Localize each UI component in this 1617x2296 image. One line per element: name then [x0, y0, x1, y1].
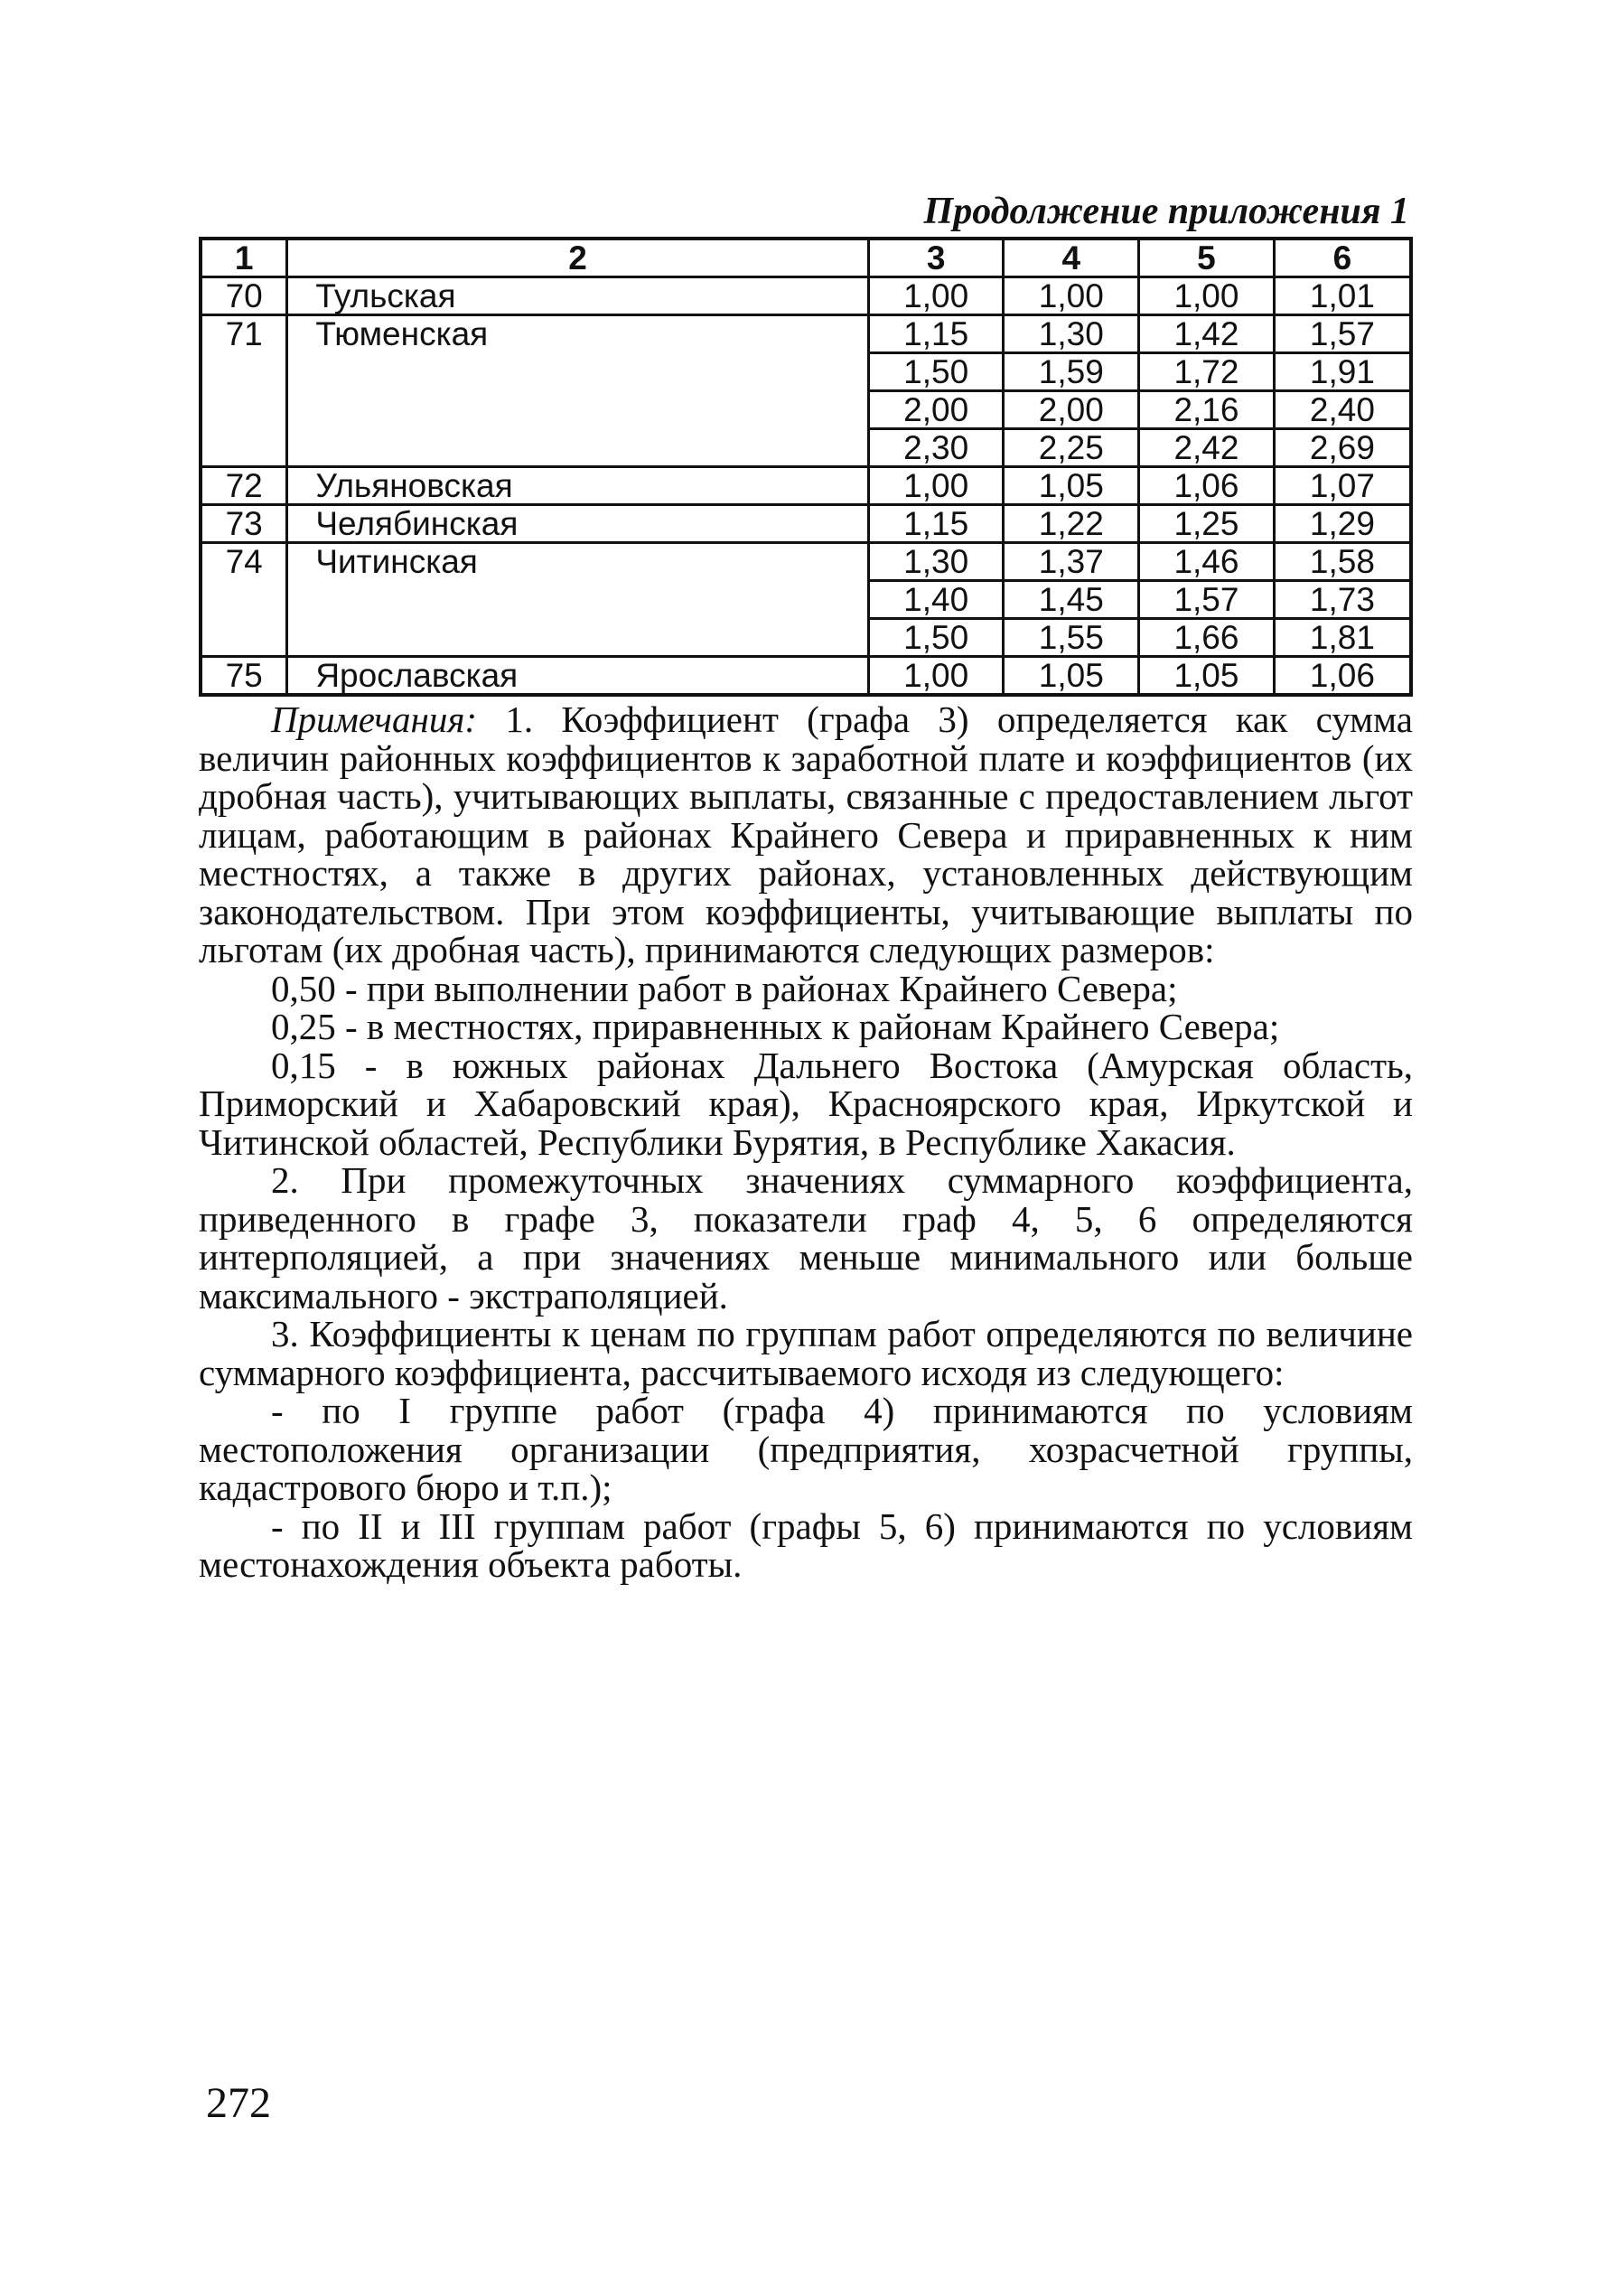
- coefficient-cell: 1,55: [1004, 619, 1139, 657]
- coefficient-cell: 1,22: [1004, 505, 1139, 543]
- coefficient-cell: 2,25: [1004, 429, 1139, 467]
- column-header: 1: [201, 239, 287, 277]
- coefficient-cell: 1,58: [1274, 543, 1411, 581]
- note-1-text: 1. Коэффициент (графа 3) определяется как сумма величин районных коэффициентов к заработной плате и коэффициентов (их дробная часть), учитывающих выплаты, связанные с предоставлением льгот лицам, работающим в районах Крайнего Севера и приравненных к ним местностях, а также в других районах, установленных действующим законодательством. При этом коэффициенты, учитывающие выплаты по льготам (их дробная часть), принимаются следующих размеров:: [199, 698, 1413, 970]
- note-1: [199, 700, 1413, 970]
- coefficient-cell: 1,30: [868, 543, 1004, 581]
- table-header-row: [201, 239, 1411, 277]
- region-name: Ярославская: [287, 657, 869, 696]
- coefficient-cell: 2,00: [868, 391, 1004, 429]
- region-name: Тульская: [287, 277, 869, 315]
- note-1-item-025: 0,25 - в местностях, приравненных к районам Крайнего Севера;: [271, 1006, 1280, 1047]
- coefficient-cell: 1,06: [1274, 657, 1411, 696]
- row-number: 70: [201, 277, 287, 315]
- coefficient-cell: 1,57: [1274, 315, 1411, 353]
- note-3-item-group-2-3: - по II и III группам работ (графы 5, 6) принимаются по условиям местонахождения объекта работы.: [199, 1504, 1413, 1585]
- row-number: 72: [201, 467, 287, 505]
- region-name: Читинская: [287, 543, 869, 657]
- table-row: [201, 505, 1411, 543]
- column-header: 3: [868, 239, 1004, 277]
- coefficient-cell: 1,05: [1004, 657, 1139, 696]
- column-header: 4: [1004, 239, 1139, 277]
- coefficient-cell: 2,40: [1274, 391, 1411, 429]
- coefficient-cell: 1,57: [1139, 581, 1275, 619]
- coefficient-cell: 2,30: [868, 429, 1004, 467]
- region-name: Челябинская: [287, 505, 869, 543]
- note-2: 2. При промежуточных значениях суммарного коэффициента, приведенного в графе 3, показатели граф 4, 5, 6 определяются интерполяцией, а при значениях меньше минимального или больше максимального - экстраполяцией.: [199, 1159, 1413, 1317]
- coefficient-cell: 2,16: [1139, 391, 1275, 429]
- region-name: Тюменская: [287, 315, 869, 467]
- note-3-item-group-1: - по I группе работ (графа 4) принимаются по условиям местоположения организации (предприятия, хозрасчетной группы, кадастрового бюро и т.п.);: [199, 1390, 1413, 1508]
- region-name: Ульяновская: [287, 467, 869, 505]
- coefficient-cell: 1,40: [868, 581, 1004, 619]
- note-1-item-050: 0,50 - при выполнении работ в районах Крайнего Севера;: [271, 967, 1178, 1009]
- coefficient-cell: 1,72: [1139, 353, 1275, 391]
- row-number: 74: [201, 543, 287, 657]
- page-number: 272: [206, 2079, 271, 2127]
- table-row: [201, 543, 1411, 581]
- table-row: [201, 467, 1411, 505]
- coefficient-cell: 1,29: [1274, 505, 1411, 543]
- table-row: [201, 315, 1411, 353]
- coefficient-cell: 1,15: [868, 315, 1004, 353]
- row-number: 73: [201, 505, 287, 543]
- coefficient-cell: 1,73: [1274, 581, 1411, 619]
- coefficient-cell: 1,00: [868, 467, 1004, 505]
- coefficient-cell: 1,37: [1004, 543, 1139, 581]
- coefficient-cell: 1,91: [1274, 353, 1411, 391]
- coefficient-cell: 1,50: [868, 353, 1004, 391]
- coefficient-cell: 1,00: [1004, 277, 1139, 315]
- table-body: [201, 277, 1411, 696]
- coefficient-cell: 1,05: [1004, 467, 1139, 505]
- column-header: 2: [287, 239, 869, 277]
- coefficient-cell: 2,00: [1004, 391, 1139, 429]
- notes-lead: Примечания:: [271, 698, 478, 740]
- coefficient-cell: 1,50: [868, 619, 1004, 657]
- table-row: [201, 277, 1411, 315]
- coefficient-cell: 1,59: [1004, 353, 1139, 391]
- coefficient-cell: 1,00: [1139, 277, 1275, 315]
- coefficient-cell: 1,42: [1139, 315, 1275, 353]
- coefficient-cell: 1,45: [1004, 581, 1139, 619]
- coefficient-cell: 1,25: [1139, 505, 1275, 543]
- continuation-heading: Продолжение приложения 1: [923, 191, 1409, 232]
- notes-section: [199, 700, 1413, 1584]
- coefficient-table: [199, 237, 1413, 697]
- coefficient-cell: 2,42: [1139, 429, 1275, 467]
- coefficient-cell: 1,00: [868, 657, 1004, 696]
- coefficient-cell: 1,00: [868, 277, 1004, 315]
- row-number: 71: [201, 315, 287, 467]
- coefficient-cell: 1,30: [1004, 315, 1139, 353]
- coefficient-cell: 1,01: [1274, 277, 1411, 315]
- coefficient-cell: 1,15: [868, 505, 1004, 543]
- coefficient-cell: 1,07: [1274, 467, 1411, 505]
- table-row: [201, 657, 1411, 696]
- coefficient-cell: 1,66: [1139, 619, 1275, 657]
- coefficient-cell: 1,06: [1139, 467, 1275, 505]
- coefficient-cell: 1,05: [1139, 657, 1275, 696]
- note-1-item-015: 0,15 - в южных районах Дальнего Востока (Амурская область, Приморский и Хабаровский края), Красноярского края, Иркутской и Читинской областей, Республики Бурятия, в Республике Хакасия.: [199, 1044, 1413, 1163]
- row-number: 75: [201, 657, 287, 696]
- coefficient-cell: 1,46: [1139, 543, 1275, 581]
- column-header: 6: [1274, 239, 1411, 277]
- column-header: 5: [1139, 239, 1275, 277]
- coefficient-cell: 1,81: [1274, 619, 1411, 657]
- note-3: 3. Коэффициенты к ценам по группам работ определяются по величине суммарного коэффициента, рассчитываемого исходя из следующего:: [199, 1313, 1413, 1393]
- coefficient-cell: 2,69: [1274, 429, 1411, 467]
